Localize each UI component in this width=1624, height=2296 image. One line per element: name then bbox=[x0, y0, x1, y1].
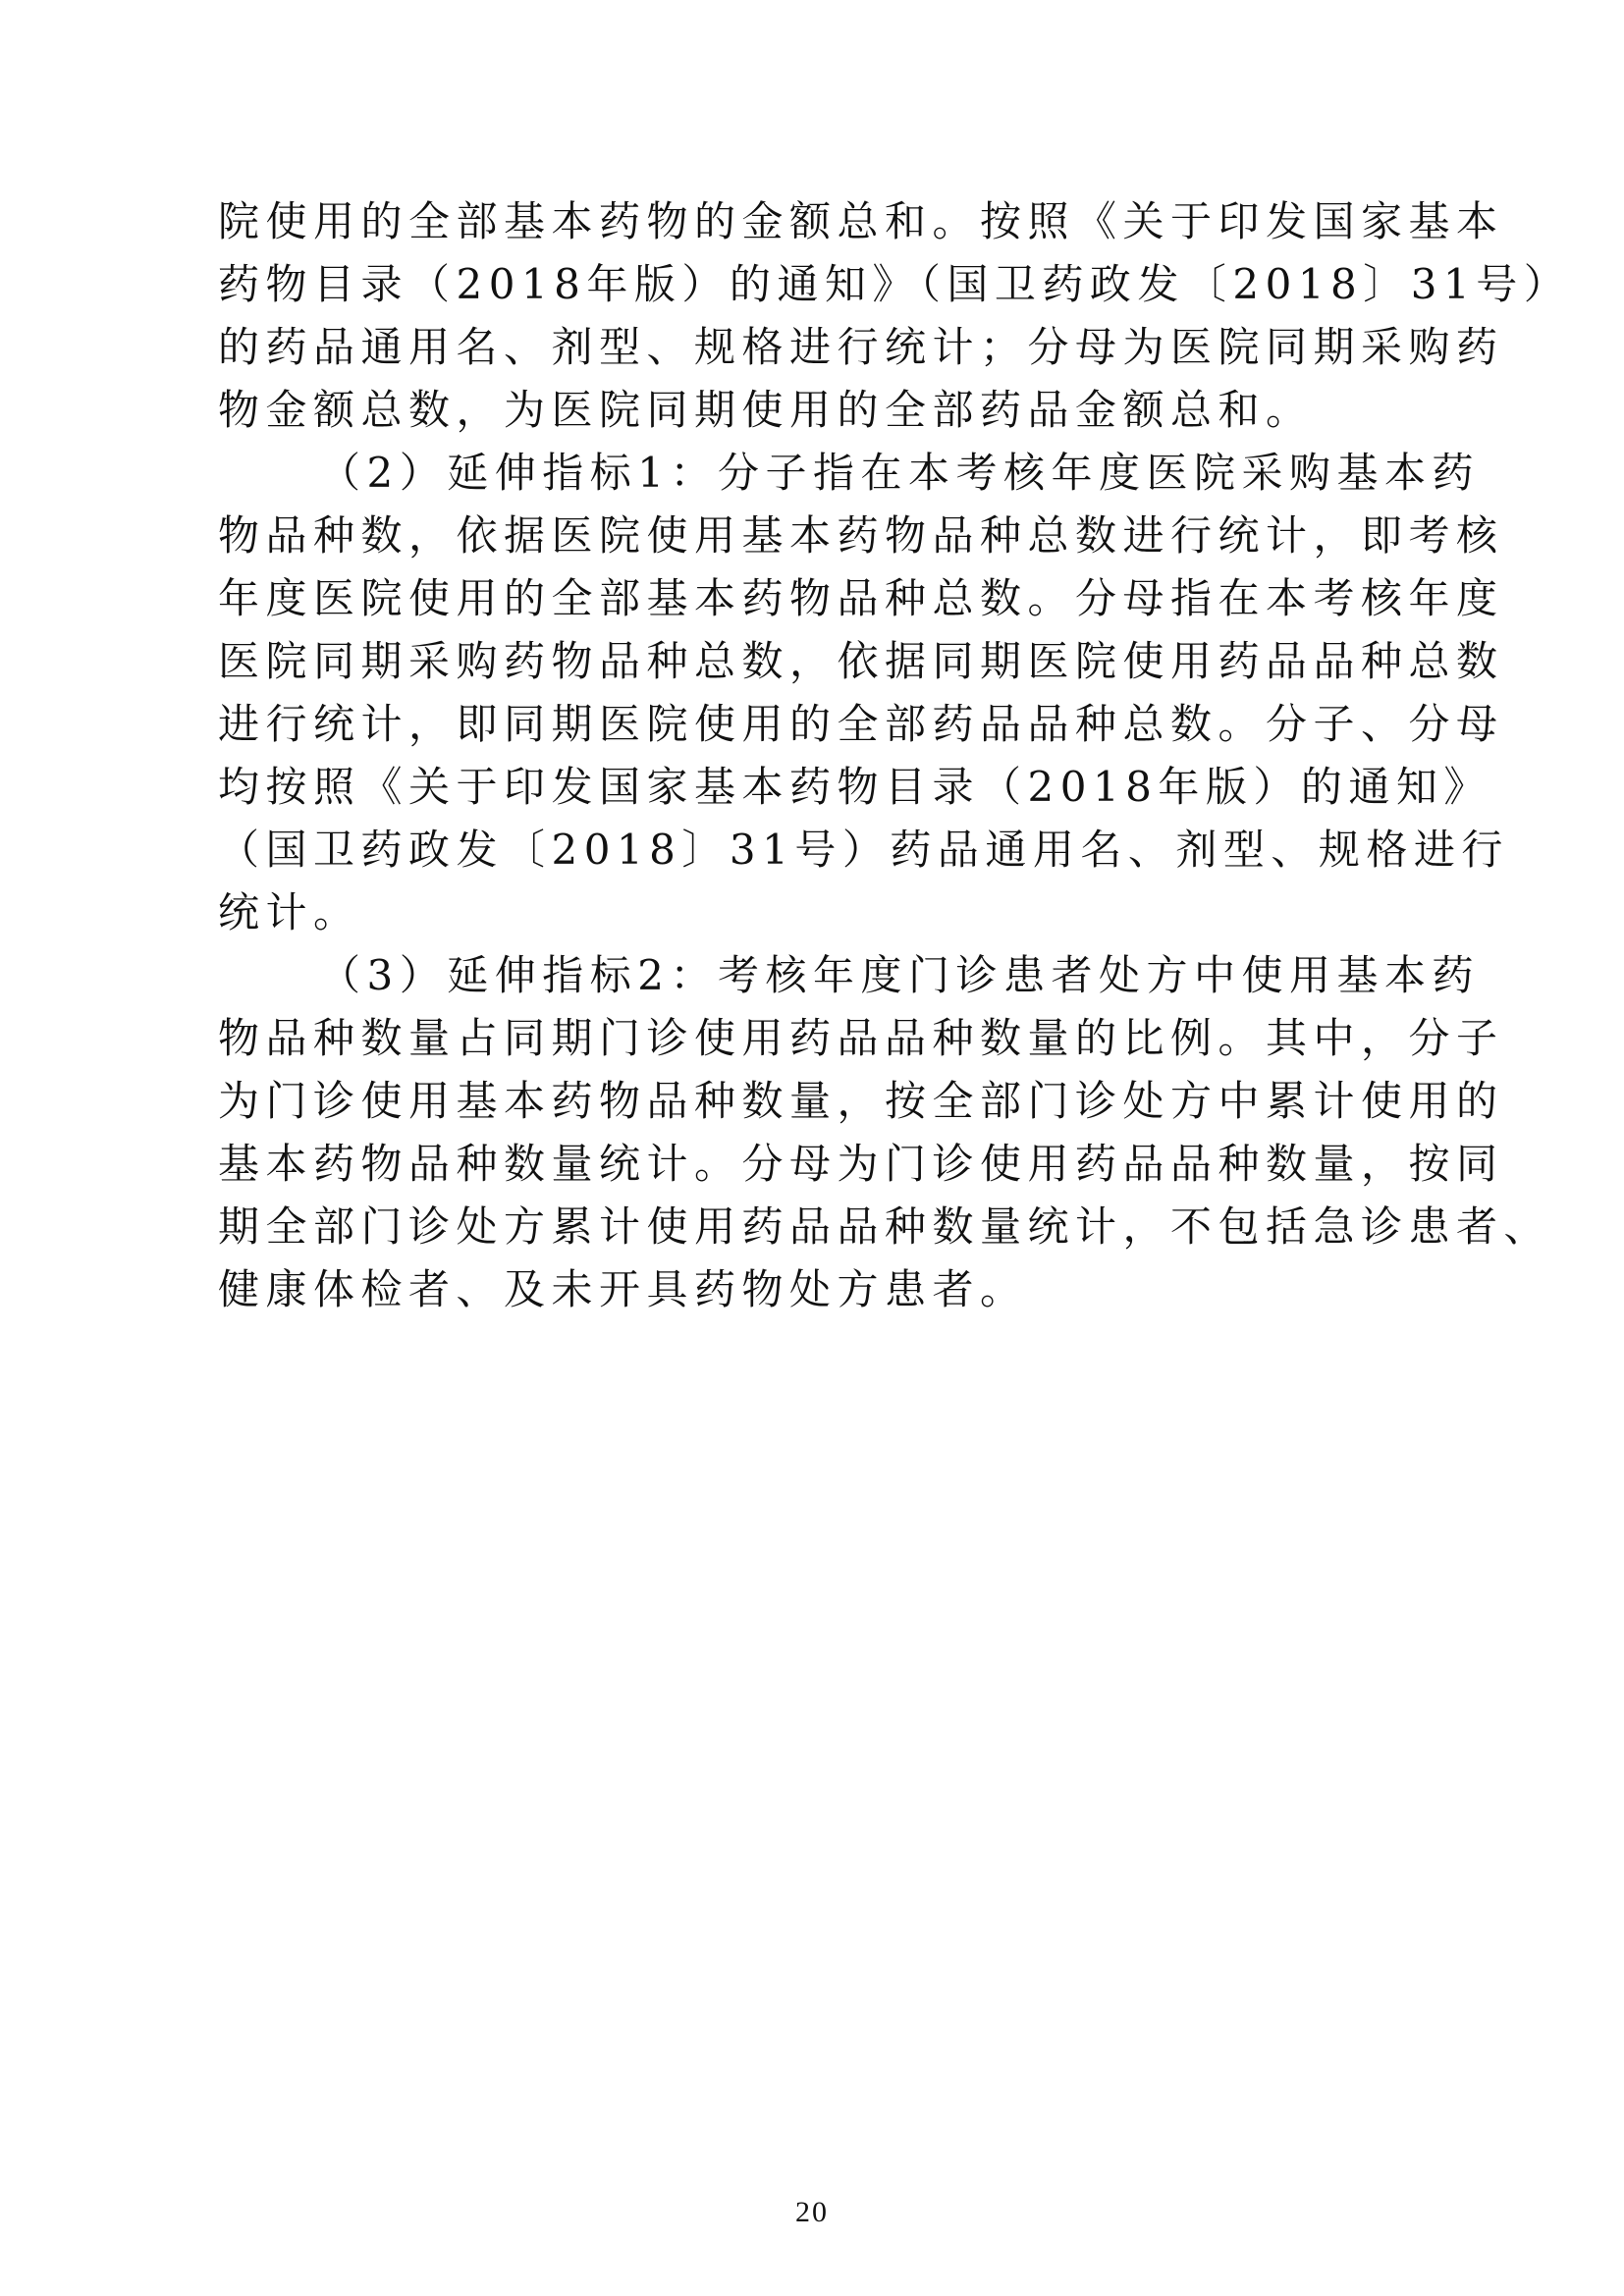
paragraph-line: 医院同期采购药物品种总数，依据同期医院使用药品品种总数 bbox=[218, 637, 1504, 685]
paragraph-line: 物金额总数，为医院同期使用的全部药品金额总和。 bbox=[218, 386, 1314, 434]
paragraph-line: 为门诊使用基本药物品种数量，按全部门诊处方中累计使用的 bbox=[218, 1077, 1504, 1125]
paragraph-line: （国卫药政发〔2018〕31号）药品通用名、剂型、规格进行 bbox=[218, 826, 1509, 874]
paragraph-line: 进行统计，即同期医院使用的全部药品品种总数。分子、分母 bbox=[218, 700, 1504, 748]
paragraph-line: 物品种数，依据医院使用基本药物品种总数进行统计，即考核 bbox=[218, 511, 1504, 560]
paragraph-line: 统计。 bbox=[218, 888, 361, 936]
paragraph-line: 物品种数量占同期门诊使用药品品种数量的比例。其中，分子 bbox=[218, 1014, 1504, 1062]
paragraph-line: 的药品通用名、剂型、规格进行统计；分母为医院同期采购药 bbox=[218, 323, 1504, 371]
paragraph-line: 院使用的全部基本药物的金额总和。按照《关于印发国家基本 bbox=[218, 197, 1504, 245]
page-number: 20 bbox=[795, 2196, 829, 2228]
paragraph-line: 期全部门诊处方累计使用药品品种数量统计，不包括急诊患者、 bbox=[218, 1202, 1552, 1251]
paragraph-line: 年度医院使用的全部基本药物品种总数。分母指在本考核年度 bbox=[218, 574, 1504, 622]
paragraph-line: 基本药物品种数量统计。分母为门诊使用药品品种数量，按同 bbox=[218, 1140, 1504, 1188]
paragraph-line: 健康体检者、及未开具药物处方患者。 bbox=[218, 1265, 1028, 1313]
paragraph-line: 药物目录（2018年版）的通知》（国卫药政发〔2018〕31号） bbox=[218, 260, 1572, 308]
paragraph-line: 均按照《关于印发国家基本药物目录（2018年版）的通知》 bbox=[218, 763, 1491, 811]
paragraph-line: （2）延伸指标1：分子指在本考核年度医院采购基本药 bbox=[319, 449, 1480, 497]
paragraph-line: （3）延伸指标2：考核年度门诊患者处方中使用基本药 bbox=[319, 951, 1480, 999]
